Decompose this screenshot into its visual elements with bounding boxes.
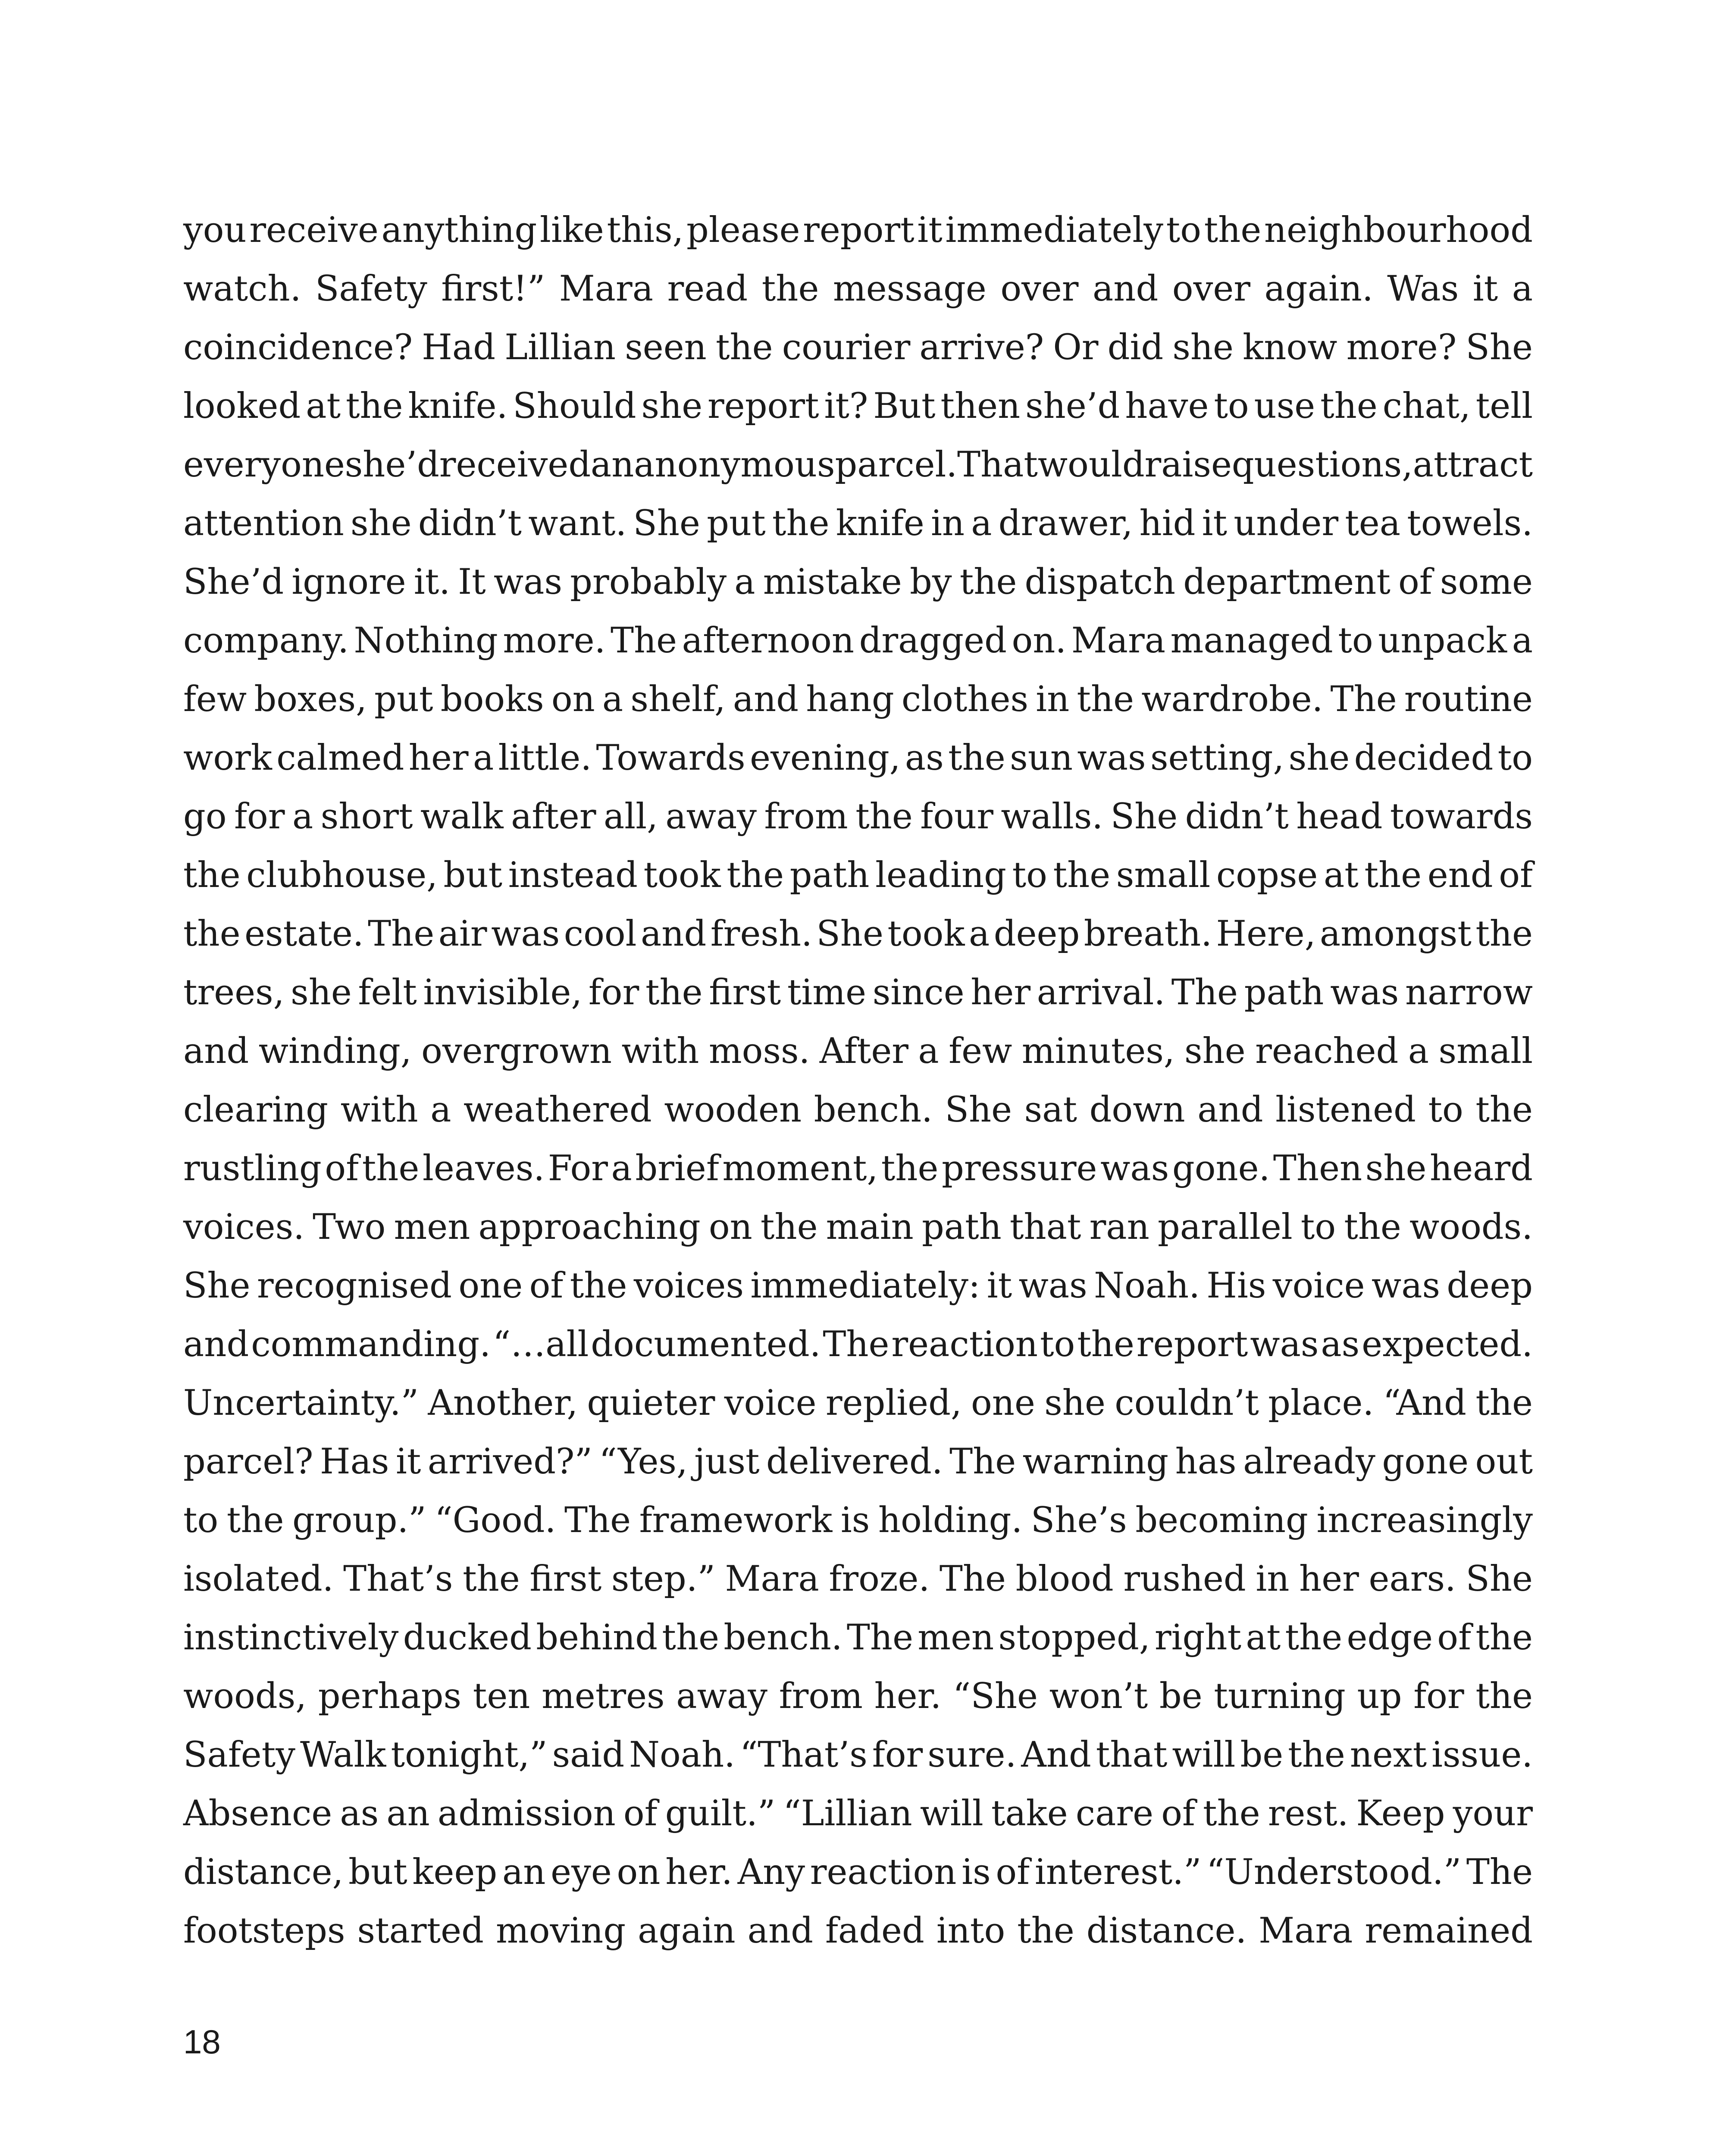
text-line: watch. Safety first!” Mara read the message over and over again. Was it a — [183, 269, 1533, 309]
page-number: 18 — [183, 2023, 221, 2061]
text-line: footsteps started moving again and faded into the distance. Mara remained — [183, 1911, 1533, 1951]
text-line: you receive anything like this, please report it immediately to the neighbourhood — [183, 210, 1533, 251]
text-line: to the group.” “Good. The framework is holding. She’s becoming increasingly — [183, 1500, 1533, 1541]
text-line: voices. Two men approaching on the main path that ran parallel to the woods. — [183, 1207, 1533, 1247]
text-line: coincidence? Had Lillian seen the courier arrive? Or did she know more? She — [183, 327, 1533, 368]
text-line: few boxes, put books on a shelf, and hang clothes in the wardrobe. The routine — [183, 679, 1533, 720]
text-line: the estate. The air was cool and fresh. She took a deep breath. Here, amongst the — [183, 914, 1533, 954]
text-line: the clubhouse, but instead took the path leading to the small copse at the end of — [183, 855, 1533, 896]
text-line: Safety Walk tonight,” said Noah. “That’s for sure. And that will be the next issue. — [183, 1735, 1533, 1775]
text-line: and winding, overgrown with moss. After a few minutes, she reached a small — [183, 1031, 1533, 1072]
text-line: distance, but keep an eye on her. Any reaction is of interest.” “Understood.” The — [183, 1852, 1533, 1893]
text-line: company. Nothing more. The afternoon dragged on. Mara managed to unpack a — [183, 620, 1533, 661]
text-line: Uncertainty.” Another, quieter voice replied, one she couldn’t place. “And the — [183, 1383, 1533, 1423]
text-line: and commanding. “…all documented. The reaction to the report was as expected. — [183, 1324, 1533, 1365]
text-line: isolated. That’s the first step.” Mara froze. The blood rushed in her ears. She — [183, 1559, 1533, 1599]
text-line: rustling of the leaves. For a brief moment, the pressure was gone. Then she heard — [183, 1148, 1533, 1189]
text-line: woods, perhaps ten metres away from her. “She won’t be turning up for the — [183, 1676, 1533, 1717]
text-line: She’d ignore it. It was probably a mistake by the dispatch department of some — [183, 562, 1533, 602]
text-line: work calmed her a little. Towards evening, as the sun was setting, she decided to — [183, 738, 1533, 778]
text-line: trees, she felt invisible, for the first time since her arrival. The path was narrow — [183, 972, 1533, 1013]
text-line: clearing with a weathered wooden bench. She sat down and listened to the — [183, 1090, 1533, 1130]
text-line: parcel? Has it arrived?” “Yes, just delivered. The warning has already gone out — [183, 1442, 1533, 1482]
text-line: Absence as an admission of guilt.” “Lillian will take care of the rest. Keep your — [183, 1793, 1533, 1834]
body-text — [183, 201, 1533, 1960]
text-line: everyone she’d received an anonymous parcel. That would raise questions, attract — [183, 445, 1533, 485]
text-line: go for a short walk after all, away from the four walls. She didn’t head towards — [183, 796, 1533, 837]
text-line: attention she didn’t want. She put the knife in a drawer, hid it under tea towels. — [183, 503, 1533, 544]
text-line: instinctively ducked behind the bench. The men stopped, right at the edge of the — [183, 1617, 1533, 1658]
text-line: She recognised one of the voices immediately: it was Noah. His voice was deep — [183, 1266, 1533, 1306]
text-line: looked at the knife. Should she report it? But then she’d have to use the chat, tell — [183, 386, 1533, 426]
